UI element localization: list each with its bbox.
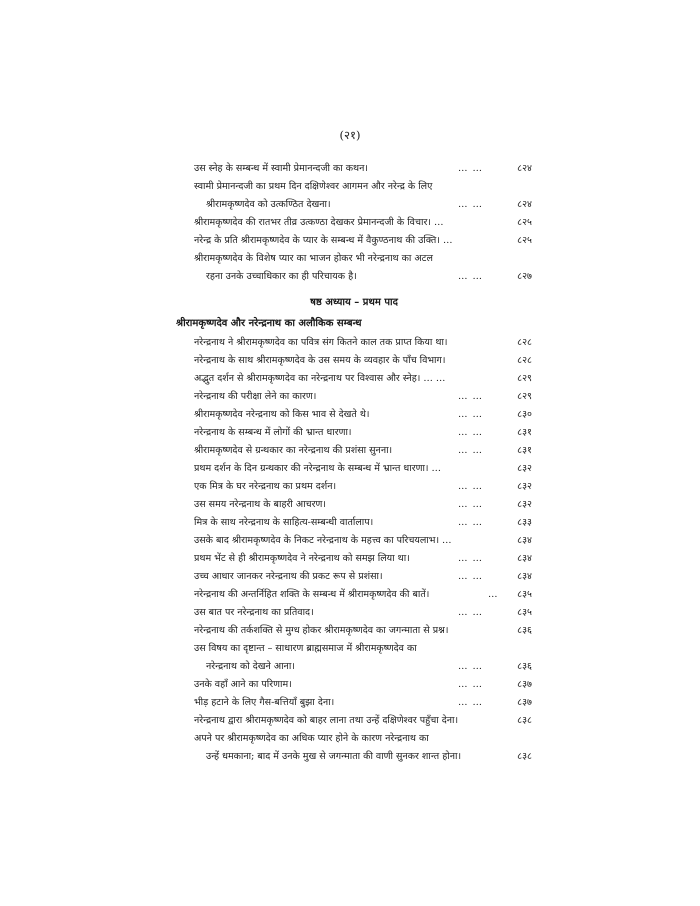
toc-entry-title: भीड़ हटाने के लिए गैस-बत्तियाँ बुझा देना।: [194, 697, 335, 708]
toc-entry-title: उनके वहाँ आने का परिणाम।: [194, 679, 292, 690]
toc-entry: [176, 352, 532, 370]
toc-entry-title: श्रीरामकृष्णदेव से ग्रन्थकार का नरेन्द्रनाथ की प्रशंसा सुनना।: [194, 445, 393, 456]
toc-page-number: ८३७: [517, 679, 532, 690]
toc-page-number: ८२८: [517, 337, 532, 348]
toc-page-number: ८३५: [517, 589, 532, 600]
toc-page-number: ८३३: [517, 517, 532, 528]
toc-page-number: ८३०: [517, 409, 532, 420]
toc-page-number: ८२९: [517, 391, 532, 402]
toc-leader-dots: … …: [458, 517, 484, 528]
toc-page-number: ८३८: [517, 751, 532, 762]
toc-entry-title: अपने पर श्रीरामकृष्णदेव का अधिक प्यार होने के कारण नरेन्द्रनाथ का: [194, 733, 429, 744]
toc-entry: [176, 496, 532, 514]
toc-page-number: ८२८: [517, 355, 532, 366]
toc-entry: [176, 604, 532, 622]
toc-entry: [176, 268, 532, 286]
toc-entry-title: उस स्नेह के सम्बन्ध में स्वामी प्रेमानन्दजी का कथन।: [194, 163, 369, 174]
toc-leader-dots: … …: [458, 445, 484, 456]
toc-entry-title: उस समय नरेन्द्रनाथ के बाहरी आचरण।: [194, 499, 326, 510]
toc-entry: [176, 532, 532, 550]
toc-leader-dots: … …: [458, 391, 484, 402]
toc-leader-dots: … …: [458, 271, 484, 282]
toc-entries-after: [176, 334, 532, 766]
toc-entry: [176, 214, 532, 232]
toc-entry: [176, 586, 532, 604]
toc-entry: [176, 730, 532, 748]
toc-leader-dots: … …: [458, 427, 484, 438]
toc-leader-dots: …: [488, 589, 499, 600]
toc-page-number: ८३४: [517, 535, 532, 546]
toc-page-number: ८३२: [517, 481, 532, 492]
toc-leader-dots: … …: [458, 607, 484, 618]
toc-entry: [176, 568, 532, 586]
toc-entry-title: नरेन्द्रनाथ द्वारा श्रीरामकृष्णदेव को बाहर लाना तथा उन्हें दक्षिणेश्वर पहुँचा देना।: [194, 715, 459, 726]
toc-page-number: ८३२: [517, 463, 532, 474]
toc-entry-title: नरेन्द्रनाथ की परीक्षा लेने का कारण।: [194, 391, 317, 402]
toc-entry: [176, 676, 532, 694]
toc-entry-title: नरेन्द्रनाथ की अन्तर्निहित शक्ति के सम्बन्ध में श्रीरामकृष्णदेव की बातें।: [194, 589, 430, 600]
toc-entry: [176, 232, 532, 250]
toc-entry: [176, 694, 532, 712]
toc-page-number: ८२७: [517, 271, 532, 282]
toc-entry-title: उसके बाद श्रीरामकृष्णदेव के निकट नरेन्द्रनाथ के महत्त्व का परिचयलाभ। …: [194, 535, 452, 546]
toc-leader-dots: … …: [458, 409, 484, 420]
toc-entry-title: नरेन्द्रनाथ को देखने आना।: [206, 661, 295, 672]
toc-page-number: ८३१: [517, 445, 532, 456]
page-number: (२१): [339, 128, 361, 142]
toc-entry-title: श्रीरामकृष्णदेव नरेन्द्रनाथ को किस भाव से देखते थे।: [194, 409, 370, 420]
toc-leader-dots: … …: [458, 697, 484, 708]
toc-page-number: ८३६: [517, 625, 532, 636]
toc-entry: [176, 442, 532, 460]
toc-entry: [176, 250, 532, 268]
toc-entry-title: प्रथम भेंट से ही श्रीरामकृष्णदेव ने नरेन्द्रनाथ को समझ लिया था।: [194, 553, 410, 564]
toc-page-number: ८२५: [517, 217, 532, 228]
toc-entry-title: रहना उनके उच्चाधिकार का ही परिचायक है।: [206, 271, 357, 282]
toc-entry: [176, 712, 532, 730]
toc-leader-dots: … …: [458, 571, 484, 582]
toc-entry: [176, 334, 532, 352]
toc-entries-before: [176, 160, 532, 286]
toc-entry: [176, 178, 532, 196]
toc-page-number: ८३२: [517, 499, 532, 510]
toc-entry: [176, 424, 532, 442]
toc-page-number: ८२४: [517, 163, 532, 174]
toc-leader-dots: … …: [458, 679, 484, 690]
toc-entry: [176, 196, 532, 214]
toc-entry-title: नरेन्द्रनाथ के सम्बन्ध में लोगों की भ्रान्त धारणा।: [194, 427, 352, 438]
toc-entry-title: उन्हें धमकाना; बाद में उनके मुख से जगन्माता की वाणी सुनकर शान्त होना।: [206, 751, 462, 762]
toc-page-number: ८२९: [517, 373, 532, 384]
toc-page-number: ८३६: [517, 661, 532, 672]
toc-page-number: ८३५: [517, 607, 532, 618]
toc-entry-title: नरेन्द्रनाथ ने श्रीरामकृष्णदेव का पवित्र संग कितने काल तक प्राप्त किया था।: [194, 337, 448, 348]
section-heading: श्रीरामकृष्णदेव और नरेन्द्रनाथ का अलौकिक सम्बन्ध: [176, 318, 362, 329]
toc-leader-dots: … …: [458, 163, 484, 174]
toc-page-number: ८३४: [517, 553, 532, 564]
toc-entry-title: श्रीरामकृष्णदेव की रातभर तीव्र उत्कण्ठा देखकर प्रेमानन्दजी के विचार। …: [194, 217, 444, 228]
toc-leader-dots: … …: [458, 661, 484, 672]
toc-entry-title: अद्भुत दर्शन से श्रीरामकृष्णदेव का नरेन्द्रनाथ पर विश्वास और स्नेह। … …: [194, 373, 446, 384]
toc-entry: [176, 406, 532, 424]
toc-entry-title: प्रथम दर्शन के दिन ग्रन्थकार की नरेन्द्रनाथ के सम्बन्ध में भ्रान्त धारणा। …: [194, 463, 442, 474]
toc-entry: [176, 370, 532, 388]
toc-entry-title: श्रीरामकृष्णदेव को उत्कण्ठित देखना।: [206, 199, 331, 210]
toc-entry-title: मित्र के साथ नरेन्द्रनाथ के साहित्य-सम्बन्धी वार्तालाप।: [194, 517, 374, 528]
toc-entry-title: स्वामी प्रेमानन्दजी का प्रथम दिन दक्षिणेश्वर आगमन और नरेन्द्र के लिए: [194, 181, 433, 192]
toc-leader-dots: … …: [458, 481, 484, 492]
toc-page-number: ८२५: [517, 235, 532, 246]
toc-entry: [176, 640, 532, 658]
toc-page-number: ८३१: [517, 427, 532, 438]
toc-entry-title: नरेन्द्रनाथ के साथ श्रीरामकृष्णदेव के उस समय के व्यवहार के पाँच विभाग।: [194, 355, 446, 366]
toc-entry: [176, 550, 532, 568]
toc-page-number: ८३८: [517, 715, 532, 726]
toc-page-number: ८२४: [517, 199, 532, 210]
toc-entry: [176, 514, 532, 532]
chapter-heading: षष्ठ अध्याय – प्रथम पाद: [310, 297, 398, 308]
toc-entry: [176, 388, 532, 406]
toc-entry: [176, 658, 532, 676]
toc-entry-title: नरेन्द्र के प्रति श्रीरामकृष्णदेव के प्यार के सम्बन्ध में वैकुण्ठनाथ की उक्ति। …: [194, 235, 453, 246]
toc-entry-title: उस विषय का दृष्टान्त – साधारण ब्राह्मसमाज में श्रीरामकृष्णदेव का: [194, 643, 417, 654]
toc-leader-dots: … …: [458, 553, 484, 564]
toc-page-number: ८३४: [517, 571, 532, 582]
toc-entry: [176, 748, 532, 766]
table-of-contents: [176, 160, 532, 766]
toc-entry: [176, 160, 532, 178]
toc-entry: [176, 622, 532, 640]
toc-entry-title: उच्च आधार जानकर नरेन्द्रनाथ की प्रकट रूप से प्रशंसा।: [194, 571, 383, 582]
toc-entry: [176, 478, 532, 496]
toc-entry-title: नरेन्द्रनाथ की तर्कशक्ति से मुग्ध होकर श्रीरामकृष्णदेव का जगन्माता से प्रश्न।: [194, 625, 449, 636]
toc-entry-title: एक मित्र के घर नरेन्द्रनाथ का प्रथम दर्शन।: [194, 481, 337, 492]
toc-leader-dots: … …: [458, 199, 484, 210]
toc-entry-title: श्रीरामकृष्णदेव के विशेष प्यार का भाजन होकर भी नरेन्द्रनाथ का अटल: [194, 253, 433, 264]
toc-entry: [176, 460, 532, 478]
toc-entry-title: उस बात पर नरेन्द्रनाथ का प्रतिवाद।: [194, 607, 314, 618]
toc-page-number: ८३७: [517, 697, 532, 708]
toc-leader-dots: … …: [458, 499, 484, 510]
